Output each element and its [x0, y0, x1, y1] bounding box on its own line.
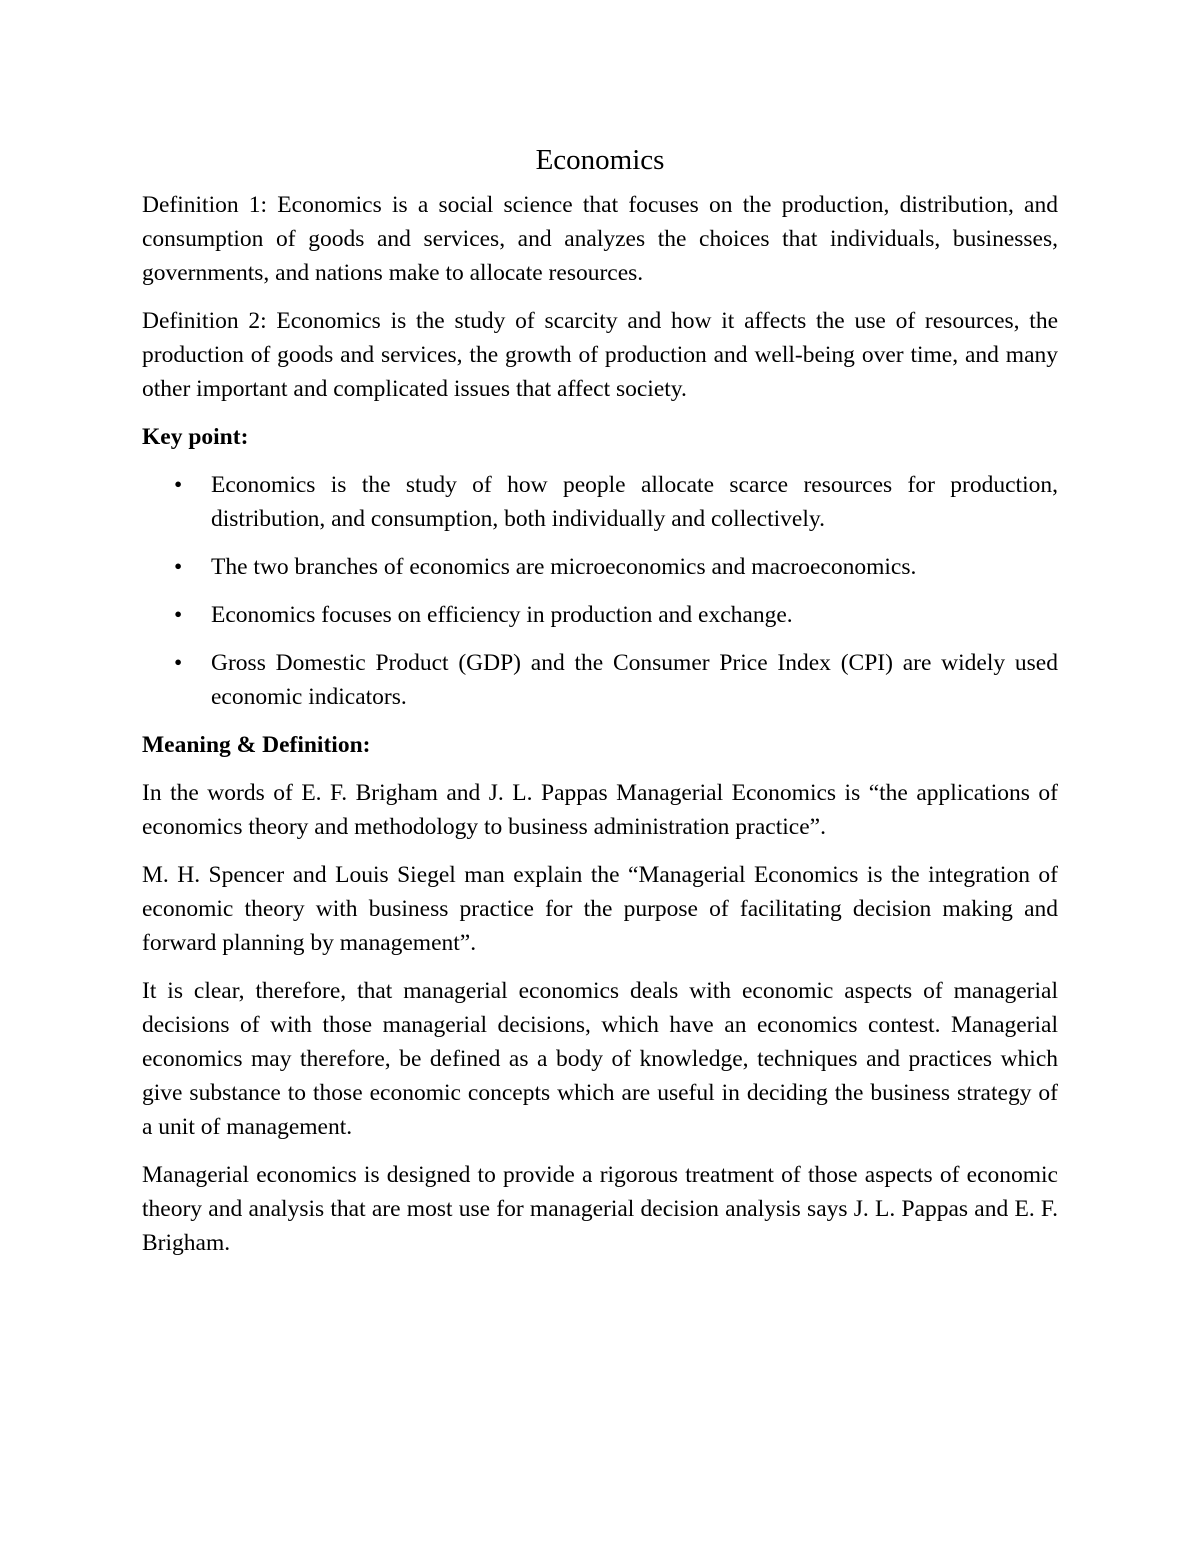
definition-2-paragraph: Definition 2: Economics is the study of scarcity and how it affects the use of resources, the production of goods and services, the growth of production and well-being over time, and many other important and complicated issues that affect society.	[142, 308, 1058, 402]
list-item-text: Gross Domestic Product (GDP) and the Consumer Price Index (CPI) are widely used economic indicators.	[211, 650, 1058, 710]
rigorous-treatment-paragraph: Managerial economics is designed to provide a rigorous treatment of those aspects of economic theory and analysis that are most use for managerial decision analysis says J. L. Pappas and E. F. Brigham.	[142, 1162, 1058, 1256]
list-item	[142, 468, 1058, 536]
list-item-text: The two branches of economics are microeconomics and macroeconomics.	[211, 554, 917, 580]
brigham-pappas-paragraph: In the words of E. F. Brigham and J. L. Pappas Managerial Economics is “the applications of economics theory and methodology to business administration practice”.	[142, 780, 1058, 840]
managerial-economics-paragraph: It is clear, therefore, that managerial economics deals with economic aspects of managerial decisions of with those managerial decisions, which have an economics contest. Managerial economics may therefore, be defined as a body of knowledge, techniques and practices which give substance to those economic concepts which are useful in deciding the business strategy of a unit of management.	[142, 978, 1058, 1140]
list-item	[142, 598, 1058, 632]
meaning-definition-heading: Meaning & Definition:	[142, 732, 371, 758]
bullet-icon: •	[174, 602, 183, 628]
spencer-siegelman-paragraph: M. H. Spencer and Louis Siegel man explain the “Managerial Economics is the integration of economic theory with business practice for the purpose of facilitating decision making and forward planning by management”.	[142, 862, 1058, 956]
list-item-text: Economics is the study of how people allocate scarce resources for production, distribution, and consumption, both individually and collectively.	[211, 472, 1058, 532]
document-page	[142, 140, 1058, 1274]
bullet-icon: •	[174, 650, 183, 676]
list-item-text: Economics focuses on efficiency in production and exchange.	[211, 602, 793, 628]
list-item	[142, 646, 1058, 714]
list-item	[142, 550, 1058, 584]
page-title: Economics	[535, 144, 665, 176]
bullet-icon: •	[174, 554, 183, 580]
bullet-icon: •	[174, 472, 183, 498]
key-point-heading: Key point:	[142, 424, 249, 450]
key-points-list	[142, 468, 1058, 714]
definition-1-paragraph: Definition 1: Economics is a social science that focuses on the production, distribution, and consumption of goods and services, and analyzes the choices that individuals, businesses, governments, and nations make to allocate resources.	[142, 192, 1058, 286]
